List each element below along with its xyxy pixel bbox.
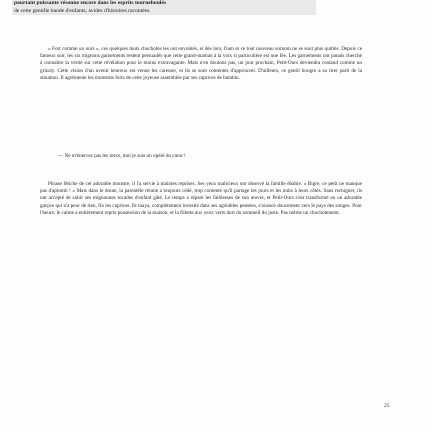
body-paragraph-1: « Fort comme un ours », ces quelques mots chuchotés les ont envoûtés, et dès lors, l'iam et ce tout nouveau surnom ne se sont plus quittés. Depuis ce fameux soir, les six mignons garnements restent persuadés que cette grand-maman à la voix si particulière est une fée. Les garnements ont jamais cherché à connaître la vérité sur cette révélation pour le moins extravagante. Mais n'en doutons pas, un jour prochain, Petit-Ours deviendra costaud comme un grizzly. Cette vision d'un avenir heureux est venue les caresser, et ils se sont contentés d'approuver. D'ailleurs, ce gentil bougre a su tirer parti de la situation. Il agrémente les moments forts de cette joyeuse assemblée par ses caprices de bambin. [40, 46, 362, 81]
page-number: 25 [384, 403, 390, 409]
dialogue-quote: — Ne m'énervez pas les mecs, moi je suis un opéré du cœur ! [58, 153, 186, 159]
page-header-excerpt [12, 0, 316, 15]
body-paragraph-2: Phrase fétiche de cet adorable monstre, il l'a servie à maintes reprises. Ses yeux malicieux ont observé la famille ébahie. « Bigre, ce petit ne manque pas d'aplomb ! » Mais dans le doute, la parentèle réunie a toujours cédé, trop contente qu'il partage les jours et les nuits à leurs côtés. Sans rechigner, ils ont accepté de subir ses mignonnes tocades d'enfant gâté. Le temps a réparé les faiblesses de son œuvre, et Petit-Ours s'est transformé en un adorable garçon qui n'a peur de rien, fin les caprices. Et inaya, complètement investie dans ses agréables pensées, s'avance doucement vers le pays des songes. Pour l'heure, le calme a entièrement repris possession de la maison, et la fillette aux yeux verts dort du sommeil du juste. Pas même un chuchotement. [40, 181, 362, 216]
header-line-1: pourtant puissante résonne encore dans les esprits tourneboulés [14, 0, 167, 6]
header-line-2: de cette gentille bande d'enfants, avides d'histoires racontées. [14, 7, 151, 14]
